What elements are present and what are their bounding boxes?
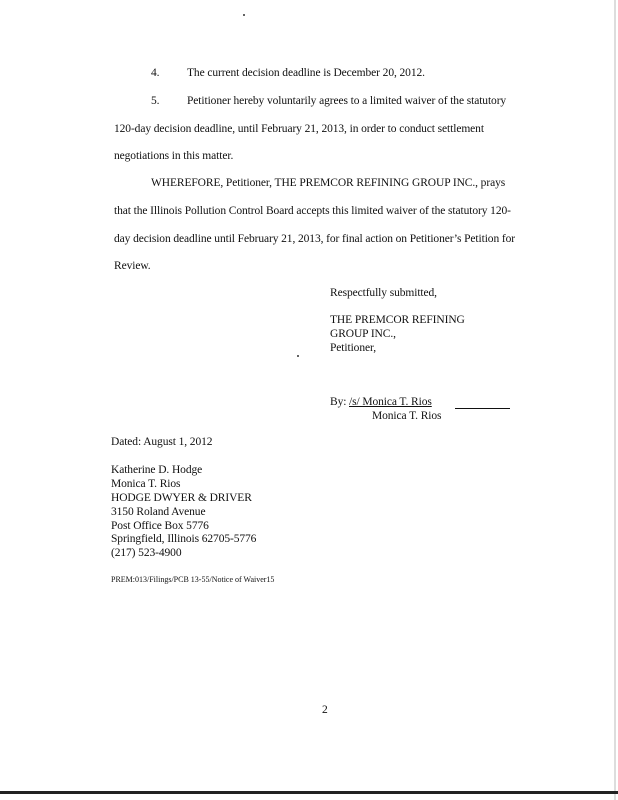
party-role: Petitioner, <box>330 342 377 354</box>
page-number: 2 <box>322 704 328 716</box>
address-po-box: Post Office Box 5776 <box>111 520 209 532</box>
wherefore-line: that the Illinois Pollution Control Board accepts this limited waiver of the statutory 120- <box>114 205 511 217</box>
closing: Respectfully submitted, <box>330 287 437 299</box>
wherefore-line: Review. <box>114 260 151 272</box>
signature-line <box>455 408 510 409</box>
signer-name: Monica T. Rios <box>372 410 442 422</box>
scan-speck <box>297 355 299 357</box>
by-label: By: <box>330 396 347 408</box>
file-reference: PREM:013/Filings/PCB 13-55/Notice of Waiver15 <box>111 575 275 584</box>
counsel-name: Katherine D. Hodge <box>111 464 203 476</box>
address-street: 3150 Roland Avenue <box>111 506 206 518</box>
phone-number: (217) 523-4900 <box>111 547 182 559</box>
scan-edge-right <box>614 0 616 800</box>
paragraph-5-number: 5. <box>151 95 160 107</box>
paragraph-5-line: negotiations in this matter. <box>114 150 234 162</box>
dated-line: Dated: August 1, 2012 <box>111 436 213 448</box>
electronic-signature: /s/ Monica T. Rios <box>349 396 432 408</box>
law-firm-name: HODGE DWYER & DRIVER <box>111 492 252 504</box>
party-name-line: THE PREMCOR REFINING <box>330 314 465 326</box>
wherefore-line: day decision deadline until February 21, 2013, for final action on Petitioner’s Petition for <box>114 233 515 245</box>
paragraph-4-text: The current decision deadline is December 20, 2012. <box>187 67 425 79</box>
wherefore-line: WHEREFORE, Petitioner, THE PREMCOR REFINING GROUP INC., prays <box>151 177 506 189</box>
address-city: Springfield, Illinois 62705-5776 <box>111 533 257 545</box>
scan-edge-bottom <box>0 791 618 794</box>
party-name-line: GROUP INC., <box>330 328 396 340</box>
paragraph-4-number: 4. <box>151 67 160 79</box>
paragraph-5-line: 120-day decision deadline, until February 21, 2013, in order to conduct settlement <box>114 123 484 135</box>
counsel-name: Monica T. Rios <box>111 478 181 490</box>
paragraph-5-line: Petitioner hereby voluntarily agrees to a limited waiver of the statutory <box>187 95 507 107</box>
scan-speck <box>243 14 245 16</box>
